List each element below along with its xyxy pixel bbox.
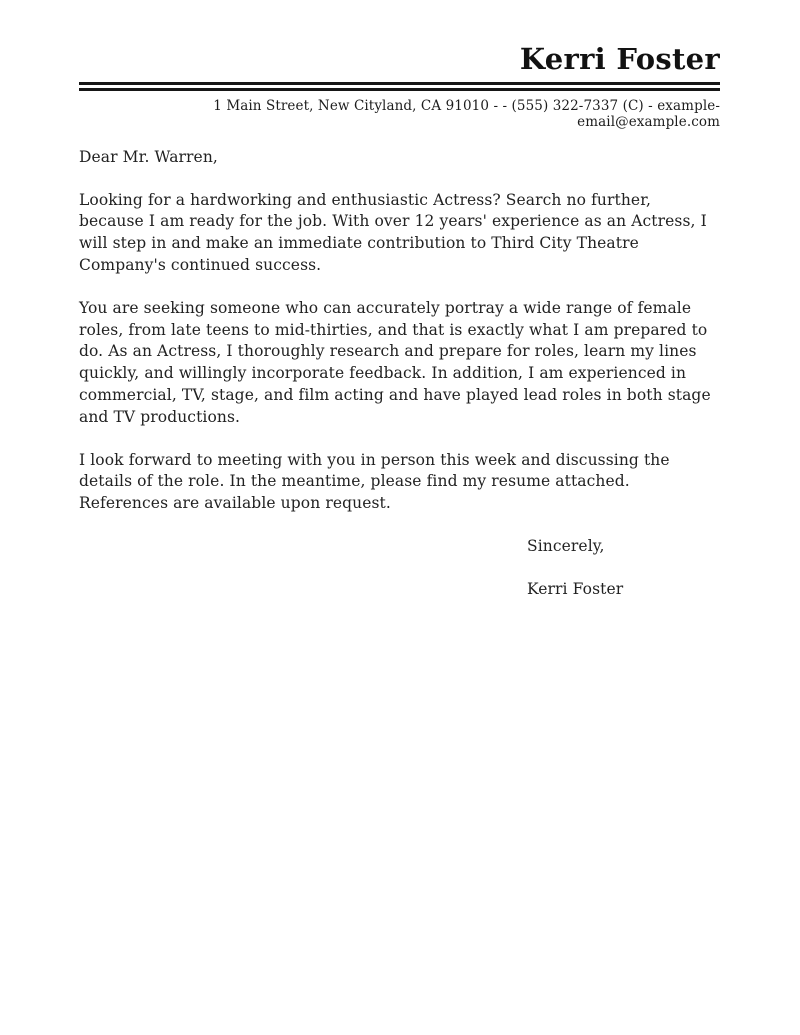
applicant-name: Kerri Foster [519,42,720,76]
letter-body [79,147,720,601]
signoff-block [527,536,720,601]
greeting: Dear Mr. Warren, [79,147,218,166]
paragraph-3: I look forward to meeting with you in person this week and discussing the details of the role. In the meantime, please find my resume attached. References are available upon request. [79,450,670,513]
paragraph-1: Looking for a hardworking and enthusiastic Actress? Search no further, because I am ready for the job. With over 12 years' experience as an Actress, I will step in and make an immediate contribution to Third City Theatre Company's continued success. [79,190,707,275]
header-divider-rule [79,82,720,91]
letter-header [79,44,720,130]
paragraph-2: You are seeking someone who can accurately portray a wide range of female roles, from late teens to mid-thirties, and that is exactly what I am prepared to do. As an Actress, I thoroughly research and prepare for roles, learn my lines quickly, and willingly incorporate feedback. In addition, I am experienced in commercial, TV, stage, and film acting and have played lead roles in both stage and TV productions. [79,298,711,426]
closing: Sincerely, [527,537,605,556]
signature-name: Kerri Foster [527,579,624,598]
contact-line: 1 Main Street, New Cityland, CA 91010 - - (555) 322-7337 (C) - example-email@example.com [213,97,720,130]
